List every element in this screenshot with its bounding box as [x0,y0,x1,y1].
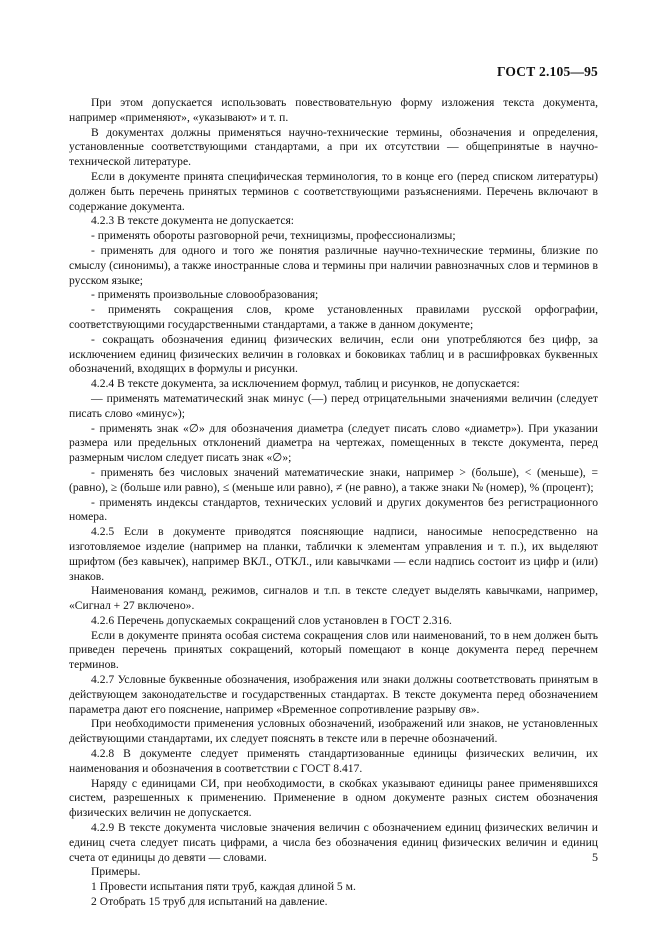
list-item: - применять знак «∅» для обозначения диаметра (следует писать слово «диаметр»). При указании размера или предельных отклонений диаметра на чертежах, помещенных в тексте документа, перед размерным числом следует писать знак «∅»; [69,421,598,465]
example-item: 1 Провести испытания пяти труб, каждая длиной 5 м. [91,880,356,894]
example-item: 2 Отобрать 15 труб для испытаний на давление. [91,895,328,909]
section-4-2-7: 4.2.7 Условные буквенные обозначения, изображения или знаки должны соответствовать принятым в действующем законодательстве и государственных стандартах. В тексте документа перед обозначением параметра дают его пояснение, например «Временное сопротивление разрыву σв». [69,673,598,716]
paragraph: Если в документе принята специфическая терминология, то в конце его (перед списком литературы) должен быть перечень принятых терминов с соответствующими разъяснениями. Перечень включают в содержание документа. [69,169,598,213]
paragraph: Наименования команд, режимов, сигналов и т.п. в тексте следует выделять кавычками, например, «Сигнал + 27 включено». [69,584,598,613]
document-body [69,96,598,910]
list-item: - применять для одного и того же понятия различные научно-технические термины, близкие по смыслу (синонимы), а также иностранные слова и термины при наличии равнозначных слов и терминов в русском языке; [69,243,598,287]
list-item: - сокращать обозначения единиц физических величин, если они употребляются без цифр, за исключением единиц физических величин в головках и боковиках таблиц и в расшифровках буквенных обозначений, входящих в формулы и рисунки. [69,332,598,376]
list-item: - применять обороты разговорной речи, техницизмы, профессионализмы; [91,229,456,243]
list-item: - применять произвольные словообразования; [91,288,319,302]
section-heading-4-2-4: 4.2.4 В тексте документа, за исключением формул, таблиц и рисунков, не допускается: [91,377,520,391]
section-heading-4-2-3: 4.2.3 В тексте документа не допускается: [91,214,295,228]
paragraph: В документах должны применяться научно-технические термины, обозначения и определения, установленные соответствующими стандартами, а при их отсутствии — общепринятые в научно-технической литературе. [69,125,598,169]
list-item: - применять индексы стандартов, технических условий и других документов без регистрационного номера. [69,495,598,524]
list-item: - применять без числовых значений математические знаки, например > (больше), < (меньше), = (равно), ≥ (больше или равно), ≤ (меньше или равно), ≠ (не равно), а также знаки № (номер), % (процент); [69,465,598,494]
paragraph: При этом допускается использовать повествовательную форму изложения текста документа, например «применяют», «указывают» и т. п. [69,96,598,124]
paragraph: Наряду с единицами СИ, при необходимости, в скобках указывают единицы ранее применявшихся систем, разрешенных к применению. Применение в одном документе разных систем обозначения физических величин не допускается. [69,776,598,820]
list-item: - применять сокращения слов, кроме установленных правилами русской орфографии, соответствующими государственными стандартами, а также в данном документе; [69,303,598,331]
section-4-2-9: 4.2.9 В тексте документа числовые значения величин с обозначением единиц физических величин и единиц счета следует писать цифрами, а числа без обозначения единиц физических величин и единиц счета от единицы до девяти — словами. [69,821,598,864]
document-code-header: ГОСТ 2.105—95 [496,64,598,79]
section-4-2-5: 4.2.5 Если в документе приводятся поясняющие надписи, наносимые непосредственно на изготовляемое изделие (например на планки, таблички к элементам управления и т. п.), их выделяют шрифтом (без кавычек), например ВКЛ., ОТКЛ., или кавычками — если надпись состоит из цифр и (или) знаков. [69,525,598,583]
examples-label: Примеры. [91,865,141,879]
list-item: — применять математический знак минус (—) перед отрицательными значениями величин (следует писать слово «минус»); [69,391,598,420]
page-number: 5 [592,850,598,864]
paragraph: При необходимости применения условных обозначений, изображений или знаков, не установленных действующими стандартами, их следует пояснять в тексте или в перечне обозначений. [69,717,598,746]
paragraph: Если в документе принята особая система сокращения слов или наименований, то в нем должен быть приведен перечень принятых сокращений, который помещают в конце документа перед перечнем терминов. [69,628,598,672]
section-4-2-6: 4.2.6 Перечень допускаемых сокращений слов установлен в ГОСТ 2.316. [91,613,452,627]
section-4-2-8: 4.2.8 В документе следует применять стандартизованные единицы физических величин, их наименования и обозначения в соответствии с ГОСТ 8.417. [69,747,598,775]
